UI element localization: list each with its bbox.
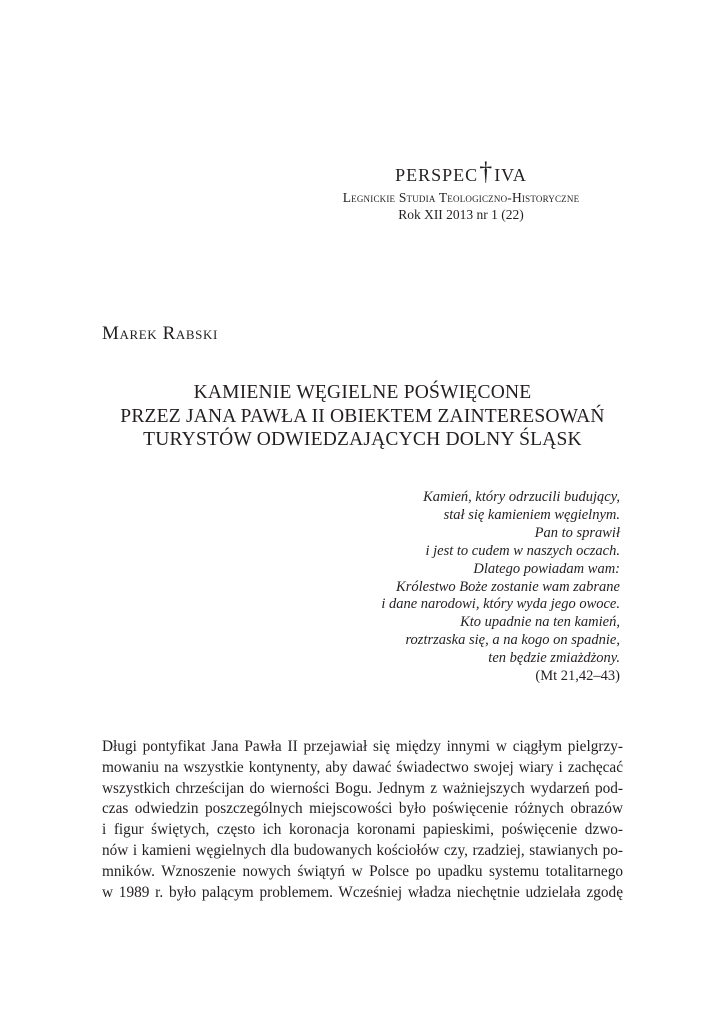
title-line: TURYSTÓW ODWIEDZAJĄCYCH DOLNY ŚLĄSK — [143, 429, 582, 450]
body-line: i figur świętych, często ich koronacja koronami papieskimi, poświęcenie dzwo- — [102, 821, 623, 839]
body-paragraph — [102, 737, 623, 903]
epigraph-line: i dane narodowi, który wyda jego owoce. — [381, 596, 620, 613]
epigraph-line: Kamień, który odrzucili budujący, — [423, 489, 620, 505]
journal-header — [300, 158, 622, 223]
journal-issue: Rok XII 2013 nr 1 (22) — [398, 207, 524, 222]
epigraph-line: roztrzaska się, a na kogo on spadnie, — [405, 632, 620, 649]
article-title — [102, 381, 623, 452]
cross-icon: † — [479, 157, 494, 186]
epigraph-line: stał się kamieniem węgielnym. — [443, 506, 620, 523]
epigraph-line: Królestwo Boże zostanie wam zabrane — [396, 578, 620, 595]
epigraph-line: i jest to cudem w naszych oczach. — [425, 542, 620, 559]
epigraph-citation: (Mt 21,42–43) — [535, 668, 620, 685]
body-line: w 1989 r. było palącym problemem. Wcześniej władza niechętnie udzielała zgodę — [102, 883, 623, 901]
journal-name-end: iva — [494, 160, 527, 187]
epigraph-line: ten będzie zmiażdżony. — [488, 650, 620, 667]
epigraph — [381, 489, 620, 686]
body-line: mowaniu na wszystkie kontynenty, aby dawać świadectwo swojej wiary i zachęcać — [102, 758, 623, 776]
body-line: nów i kamieni węgielnych dla budowanych kościołów czy, rzadziej, stawianych po- — [102, 841, 623, 859]
body-line: wszystkich chrześcijan do wierności Bogu. Jednym z ważniejszych wydarzeń pod- — [102, 779, 623, 797]
journal-name — [300, 158, 622, 189]
author-name: Marek Rabski — [102, 323, 218, 344]
epigraph-line: Kto upadnie na ten kamień, — [460, 614, 620, 631]
body-line: czas odwiedzin poszczególnych miejscowości było poświęcenie różnych obrazów — [102, 800, 623, 818]
epigraph-line: Pan to sprawił — [534, 524, 620, 541]
epigraph-line: Dlatego powiadam wam: — [473, 560, 620, 577]
journal-name-start: perspec — [395, 160, 479, 187]
body-line: mników. Wznoszenie nowych świątyń w Polsce po upadku systemu totalitarnego — [102, 862, 623, 880]
journal-subtitle: Legnickie Studia Teologiczno-Historyczne — [342, 190, 580, 205]
title-line: PRZEZ JANA PAWŁA II OBIEKTEM ZAINTERESOWAŃ — [120, 405, 605, 427]
body-line: Długi pontyfikat Jana Pawła II przejawiał się między innymi w ciągłym pielgrzy- — [102, 738, 623, 755]
title-line: KAMIENIE WĘGIELNE POŚWIĘCONE — [193, 382, 532, 403]
